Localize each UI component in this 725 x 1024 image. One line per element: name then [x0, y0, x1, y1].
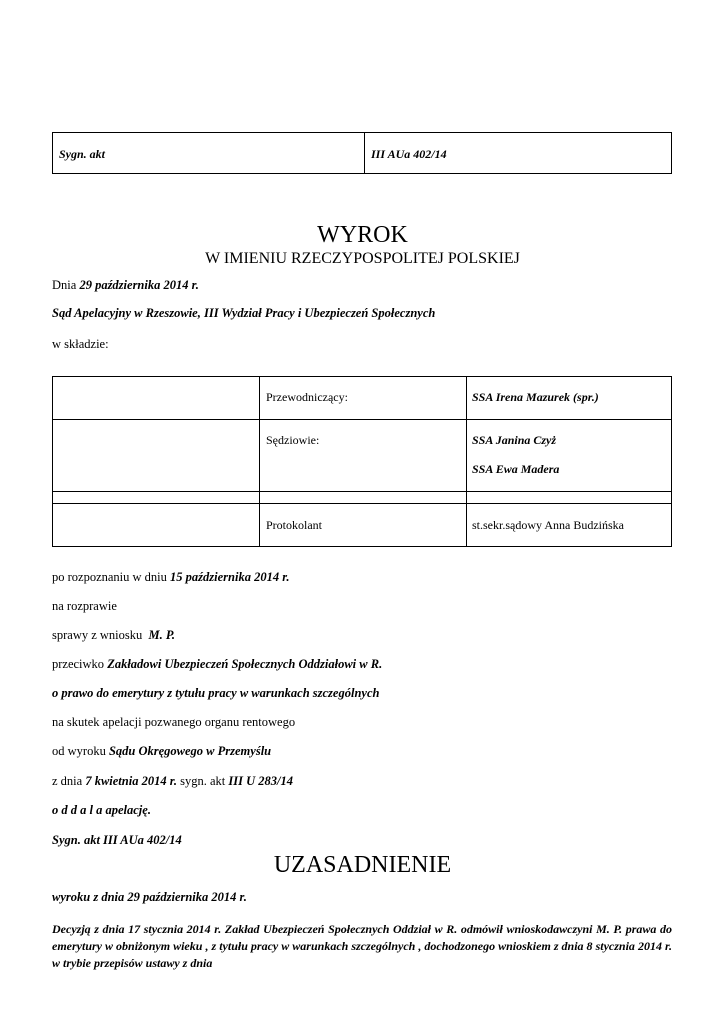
appeal-basis: na skutek apelacji pozwanego organu rentowego [52, 715, 296, 729]
hearing-date: 15 października 2014 r. [170, 570, 290, 584]
defendant-line [52, 657, 382, 672]
lower-judgment-date: 7 kwietnia 2014 r. [85, 774, 178, 788]
judges-label: Sędziowie: [266, 433, 320, 447]
case-number-table [52, 132, 672, 174]
case-number-label: Sygn. akt [53, 133, 365, 173]
column-divider [466, 377, 467, 546]
table-row [53, 492, 671, 504]
verdict: o d d a l a apelację. [52, 803, 151, 817]
table-row [53, 420, 671, 492]
date-line [52, 278, 199, 293]
lower-court-name: Sądu Okręgowego w Przemyślu [108, 744, 272, 758]
hearing-prefix: po rozpoznaniu w dniu [52, 570, 171, 584]
defendant-prefix: przeciwko [52, 657, 108, 671]
column-divider [259, 377, 260, 546]
date-prefix: Dnia [52, 278, 80, 292]
applicant-line [52, 628, 175, 643]
case-subject: o prawo do emerytury z tytułu pracy w warunkach szczególnych [52, 686, 380, 700]
applicant-name: M. P. [148, 628, 176, 642]
composition-table [52, 376, 672, 547]
justification-subtitle: wyroku z dnia 29 października 2014 r. [52, 890, 247, 904]
lower-court-prefix: od wyroku [52, 744, 109, 758]
clerk-label: Protokolant [266, 518, 322, 532]
chair-value: SSA Irena Mazurek (spr.) [472, 390, 599, 404]
applicant-prefix: sprawy z wniosku [52, 628, 149, 642]
chair-label: Przewodniczący: [266, 390, 348, 404]
lower-judgment-line [52, 774, 293, 789]
case-number-value: III AUa 402/14 [371, 147, 447, 161]
justification-paragraph: Decyzją z dnia 17 stycznia 2014 r. Zakład Ubezpieczeń Społecznych Oddział w R. odmówił wnioskodawczyni M. P. prawa do emerytury w obniżonym wieku , z tytułu pracy w warunkach szczególnych , dochodzonego wnioskiem z dnia 8 stycznia 2014 r. w trybie przepisów ustawy z dnia [52, 922, 672, 970]
judgment-title: WYROK [317, 222, 408, 248]
judge-1: SSA Janina Czyż [472, 433, 557, 447]
court-name: Sąd Apelacyjny w Rzeszowie, III Wydział Pracy i Ubezpieczeń Społecznych [52, 306, 436, 320]
hearing-type: na rozprawie [52, 599, 117, 613]
judgment-date: 29 października 2014 r. [79, 278, 199, 292]
case-number-footer: Sygn. akt III AUa 402/14 [52, 833, 182, 847]
defendant-name: Zakładowi Ubezpieczeń Społecznych Oddziałowi w R. [107, 657, 383, 671]
lower-judgment-sygn: III U 283/14 [228, 774, 293, 788]
lower-court-line [52, 744, 271, 759]
hearing-date-line [52, 570, 290, 585]
composition-intro: w składzie: [52, 337, 109, 351]
clerk-value: st.sekr.sądowy Anna Budzińska [472, 518, 624, 532]
judgment-subtitle: W IMIENIU RZECZYPOSPOLITEJ POLSKIEJ [205, 250, 520, 267]
lower-judgment-prefix: z dnia [52, 774, 86, 788]
lower-judgment-sygn-prefix: sygn. akt [177, 774, 229, 788]
judge-2: SSA Ewa Madera [472, 462, 560, 476]
justification-title: UZASADNIENIE [273, 852, 452, 878]
